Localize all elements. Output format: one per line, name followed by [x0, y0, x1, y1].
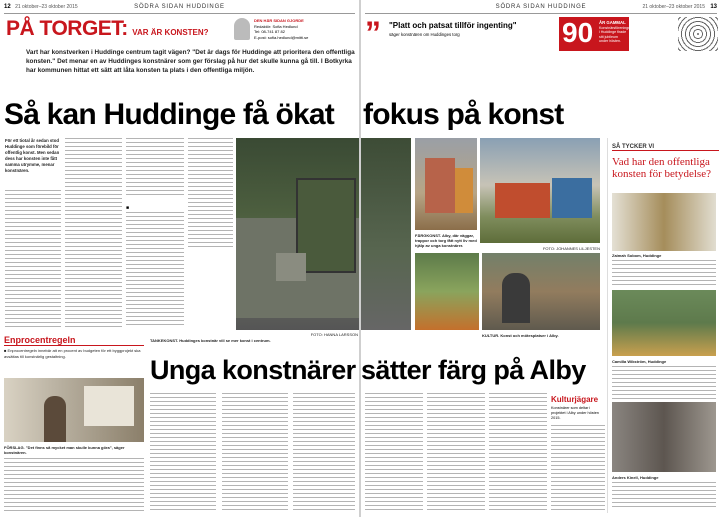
left-page	[0, 0, 359, 517]
byline-tel: Tel: 08-741 87 82	[254, 29, 285, 34]
photo-caption-left: TANKEKONST. Huddinges konstnär vill se mer konst i centrum.	[150, 338, 271, 343]
alby-credit: FOTO: JOHANNES LILJESTEN	[542, 246, 600, 251]
body-column-2	[65, 138, 122, 328]
alby-photo-4	[482, 253, 600, 330]
alby-photo-2	[480, 138, 600, 243]
poll-photo-1	[612, 193, 716, 251]
page-header	[4, 4, 355, 14]
poll-photo-2	[612, 290, 716, 356]
alby-photo-1	[415, 138, 477, 230]
page-number: 12	[4, 4, 11, 10]
body-column-4	[188, 138, 233, 248]
quote-mark-icon: ”	[365, 15, 381, 51]
illustration	[678, 17, 718, 51]
poll-answer-3	[612, 482, 716, 510]
byline-email: E-post: sofia.hedlund@mitti.se	[254, 34, 309, 40]
list-box-text: Konstnärer som deltar i projektet i Alby under hösten 2015.	[551, 406, 599, 420]
issue-date: 21 oktober–23 oktober 2015	[642, 4, 705, 10]
number-label: ÅR GAMMAL	[599, 20, 626, 25]
headline-alby: sätter färg på Alby	[361, 355, 586, 385]
quote-text: "Platt och patsat tillför ingenting"	[389, 21, 517, 30]
poll-photo-3	[612, 402, 716, 472]
kicker-subtitle: VAR ÄR KONSTEN?	[132, 28, 209, 37]
lead-text: För ett tiotal år sedan stod Huddinge som förebild för offentlig konst. Men sedan dess har konsten inte fått samma utrymme, menar konstnären.	[5, 138, 60, 173]
kicker-title: PÅ TORGET:	[6, 17, 128, 40]
alby-photo-3	[415, 253, 479, 330]
page-number: 13	[710, 4, 717, 10]
number-box	[559, 17, 633, 51]
poll-answer-2	[612, 366, 716, 400]
poll-column	[607, 138, 719, 513]
poll-question: Vad har den offentliga konsten för betydelse?	[612, 156, 711, 180]
body-column-6	[222, 393, 288, 513]
right-page	[361, 0, 721, 517]
side-note	[632, 17, 718, 51]
poll-person-1: Zaimah Sobom, Huddinge	[612, 253, 662, 258]
ingress: Vart har konstverken i Huddinge centrum tagit vägen? "Det är dags för Huddinge att prioritera den offentliga konsten." Det menar en av Huddinges konstnärer som ger förslag på hur det skulle kunna gå till. I Botkyrka har kommunen hittat ett sätt att låta konsten ta plats i den offentliga miljön.	[26, 49, 355, 74]
section-name: SÖDRA SIDAN HUDDINGE	[495, 4, 587, 10]
headline-unga: Unga konstnärer	[150, 355, 356, 385]
body-column-5	[150, 393, 216, 513]
quote-box	[365, 15, 555, 52]
subhead: ■	[126, 205, 130, 211]
body-column-r3	[489, 393, 547, 513]
issue-date: 21 oktober–23 oktober 2015	[15, 4, 78, 10]
body-column-7	[293, 393, 355, 513]
poll-person-2: Camilla Wikström, Huddinge	[612, 359, 667, 364]
byline-name: Redaktör: Sofia Hedlund	[254, 23, 298, 29]
poll-section: SÅ TYCKER VI	[612, 144, 719, 151]
byline-box	[234, 16, 356, 44]
alby-caption-2: KULTUR. Konst och mötesplatser i Alby.	[482, 333, 559, 338]
photo-credit: FOTO: HANNA LARSSON	[310, 332, 358, 337]
kicker	[6, 17, 252, 41]
body-column-r1	[365, 393, 423, 513]
headline-right: fokus på konst	[363, 98, 564, 131]
list-box-title: Kulturjägare	[551, 395, 599, 404]
list-box-items	[551, 425, 605, 511]
big-number: 90	[562, 17, 594, 48]
body-column-3b	[126, 212, 184, 328]
fact-box-title: Enprocentregeln	[4, 335, 144, 346]
body-column-3	[126, 138, 184, 198]
section-name: SÖDRA SIDAN HUDDINGE	[134, 4, 225, 10]
poll-answer-1	[612, 260, 716, 286]
alby-caption-1: FÄRGKONST. Alby, där väggar, trappor och torg fått nytt liv med hjälp av unga konstnärer.	[415, 233, 477, 248]
small-photo	[4, 378, 144, 442]
quote-source: säger konstnären om Huddinges torg	[389, 32, 460, 37]
fact-box	[4, 335, 144, 373]
body-column-1	[5, 190, 61, 328]
main-photo-right	[361, 138, 411, 330]
poll-person-3: Anders Kinell, Huddinge	[612, 475, 659, 480]
list-box	[551, 395, 605, 513]
number-text: Konstnärsföreningen i Huddinge firade sitt jubileum under hösten.	[599, 26, 633, 44]
body-column-8	[4, 458, 144, 513]
byline-avatar	[234, 18, 250, 40]
small-photo-caption: FÖRSLAG. "Det finns så mycket man skulle kunna göra", säger konstnären.	[4, 445, 125, 455]
body-column-r2	[427, 393, 485, 513]
main-photo-left	[236, 138, 359, 330]
headline-left: Så kan Huddinge få ökat	[4, 98, 334, 131]
fact-box-text: ■ Enprocentregeln innebär att en procent av budgeten för ett byggprojekt ska avsättas till konstnärlig gestaltning.	[4, 348, 141, 359]
byline-role: DEN HÄR SIDAN GJORDE	[254, 18, 304, 23]
page-header	[365, 4, 717, 14]
